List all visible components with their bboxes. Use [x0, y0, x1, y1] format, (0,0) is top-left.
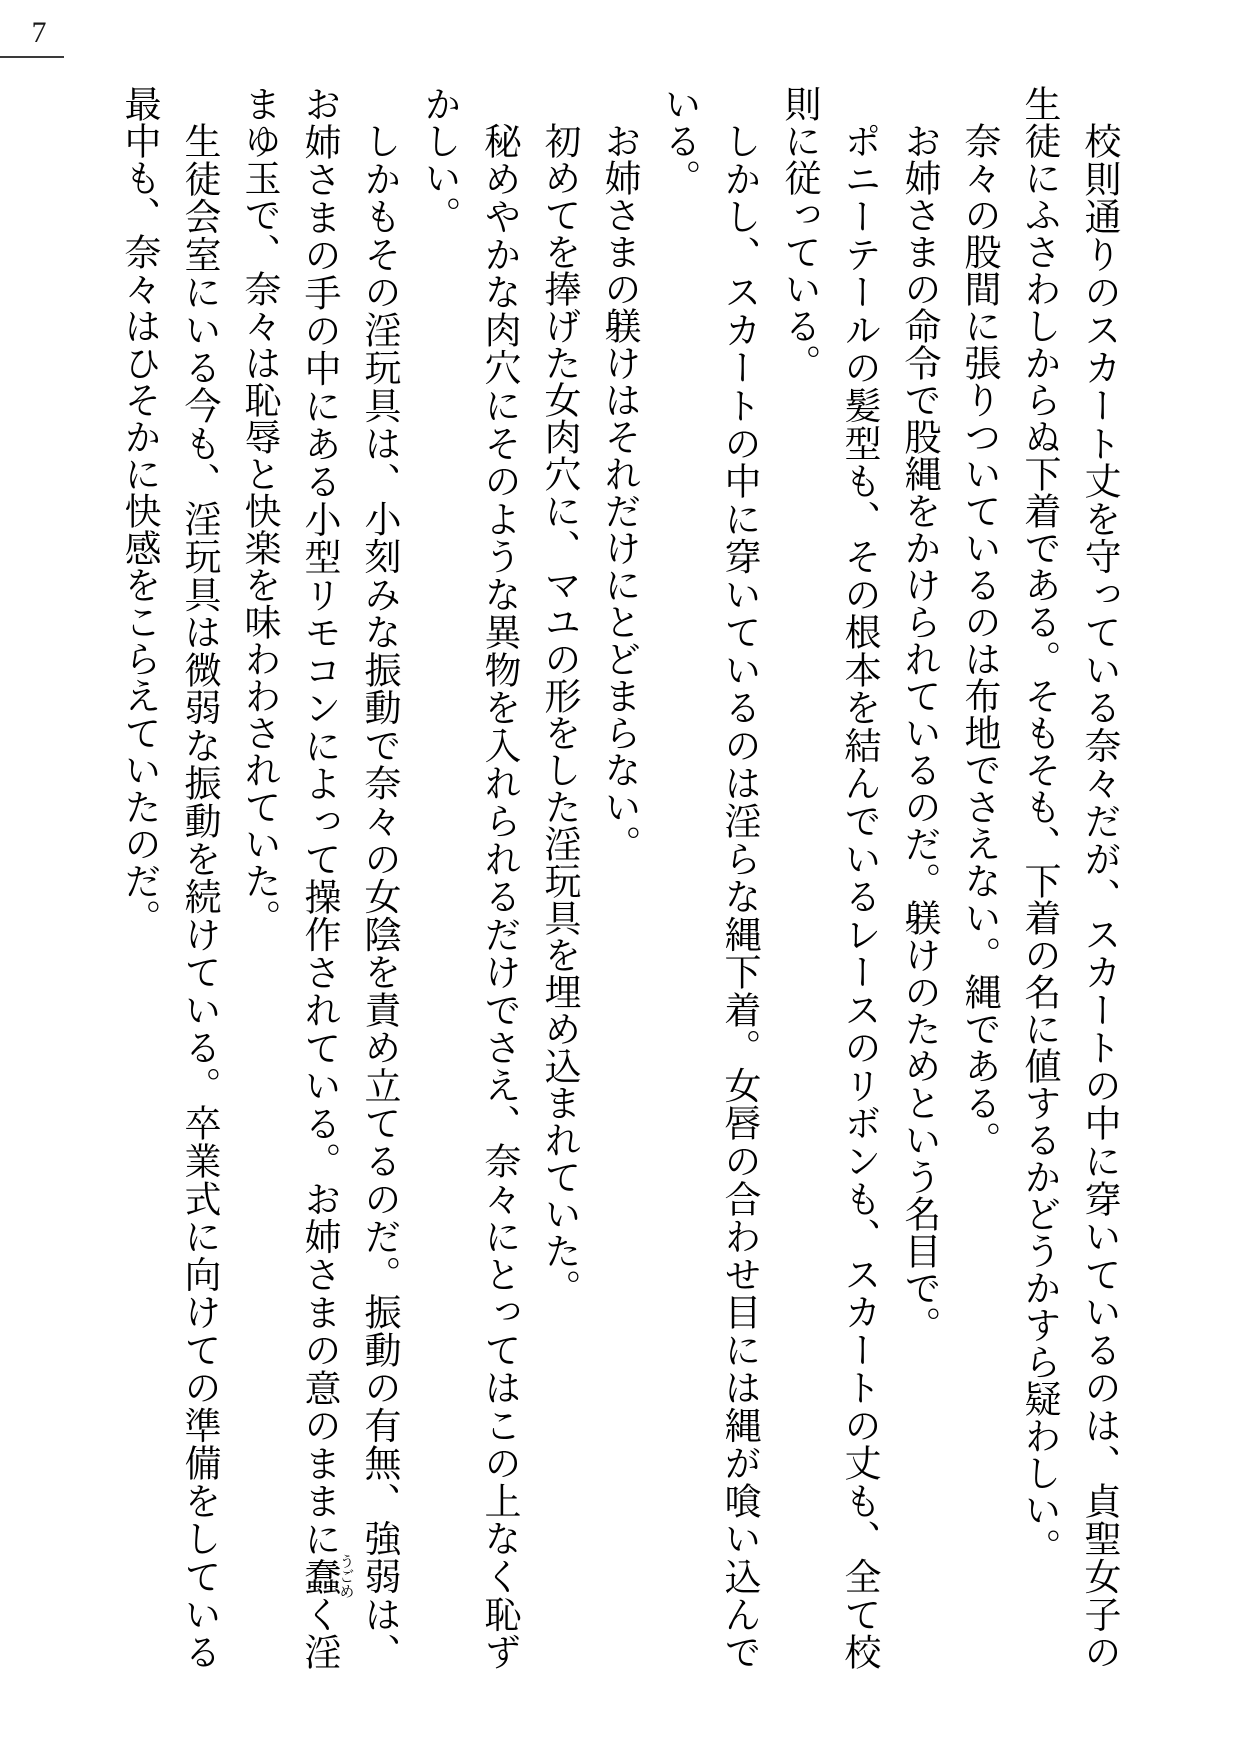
paragraph-9: しかもその淫玩具は、小刻みな振動で奈々の女陰を責め立てるのだ。振動の有無、強弱は、お姉さまの手の中にある小型リモコンによって操作されている。お姉さまの意のままに蠢うごめく淫まゆ玉で、奈々は恥辱と快楽を味わわされていた。 [238, 85, 399, 1671]
ruby-annotation: 蠢うごめ [298, 1553, 354, 1599]
page-number-value: 7 [31, 16, 47, 49]
page-number [0, 10, 64, 58]
paragraph-6: お姉さまの躾けはそれだけにとどまらない。 [598, 122, 639, 862]
paragraph-10: 生徒会室にいる今も、淫玩具は微弱な振動を続けている。卒業式に向けての準備をしている最中も、奈々はひそかに快感をこらえていたのだ。 [118, 85, 219, 1671]
body-text [108, 85, 1128, 1670]
paragraph-4: ポニーテールの髪型も、その根本を結んでいるレースのリボンも、スカートの丈も、全て校則に従っている。 [778, 85, 879, 1670]
paragraph-5: しかし、スカートの中に穿いているのは淫らな縄下着。女唇の合わせ目には縄が喰い込んでいる。 [658, 85, 759, 1671]
paragraph-7: 初めてを捧げた女肉穴に、マユの形をした淫玩具を埋め込まれていた。 [538, 122, 579, 1306]
paragraph-1: 校則通りのスカート丈を守っている奈々だが、スカートの中に穿いているのは、貞聖女子の生徒にふさわしからぬ下着である。そもそも、下着の名に値するかどうかすら疑わしい。 [1018, 85, 1119, 1670]
paragraph-8: 秘めやかな肉穴にそのような異物を入れられるだけでさえ、奈々にとってはこの上なく恥ずかしい。 [418, 85, 519, 1671]
paragraph-3: お姉さまの命令で股縄をかけられているのだ。躾けのためという名目で。 [898, 122, 939, 1343]
paragraph-2: 奈々の股間に張りついているのは布地でさえない。縄である。 [958, 122, 999, 1158]
